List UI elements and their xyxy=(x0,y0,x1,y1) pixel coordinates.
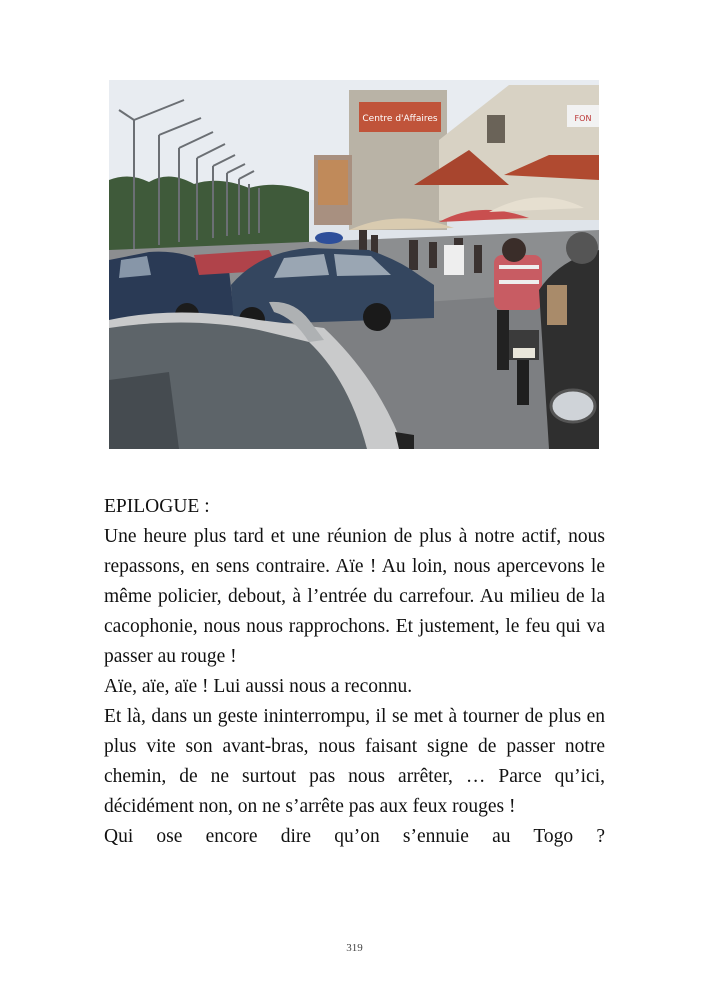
paragraph-3: Et là, dans un geste ininterrompu, il se met à tourner de plus en plus vite son avant-bras, nous faisant signe de passer notre chemin, de ne surtout pas nous arrêter, … Parce qu’ici, décidément non, on ne s’arrête pas aux feux rouges ! xyxy=(104,706,605,817)
paragraph-1: Une heure plus tard et une réunion de plus à notre actif, nous repassons, en sens contraire. Aïe ! Au loin, nous apercevons le même policier, debout, à l’entrée du carrefour. Au milieu de la cacophonie, nous nous rapprochons. Et justement, le feu qui va passer au rouge ! xyxy=(104,526,605,667)
paragraph-2: Aïe, aïe, aïe ! Lui aussi nous a reconnu. xyxy=(104,676,413,697)
street-photo xyxy=(109,80,599,449)
epilogue-heading: EPILOGUE : xyxy=(104,496,210,517)
svg-text:FON: FON xyxy=(574,114,592,123)
paragraph-4: Qui ose encore dire qu’on s’ennuie au Togo ? xyxy=(104,826,605,847)
svg-text:Centre d'Affaires: Centre d'Affaires xyxy=(362,114,438,124)
page-number: 319 xyxy=(346,942,363,954)
epilogue-text xyxy=(104,492,605,852)
